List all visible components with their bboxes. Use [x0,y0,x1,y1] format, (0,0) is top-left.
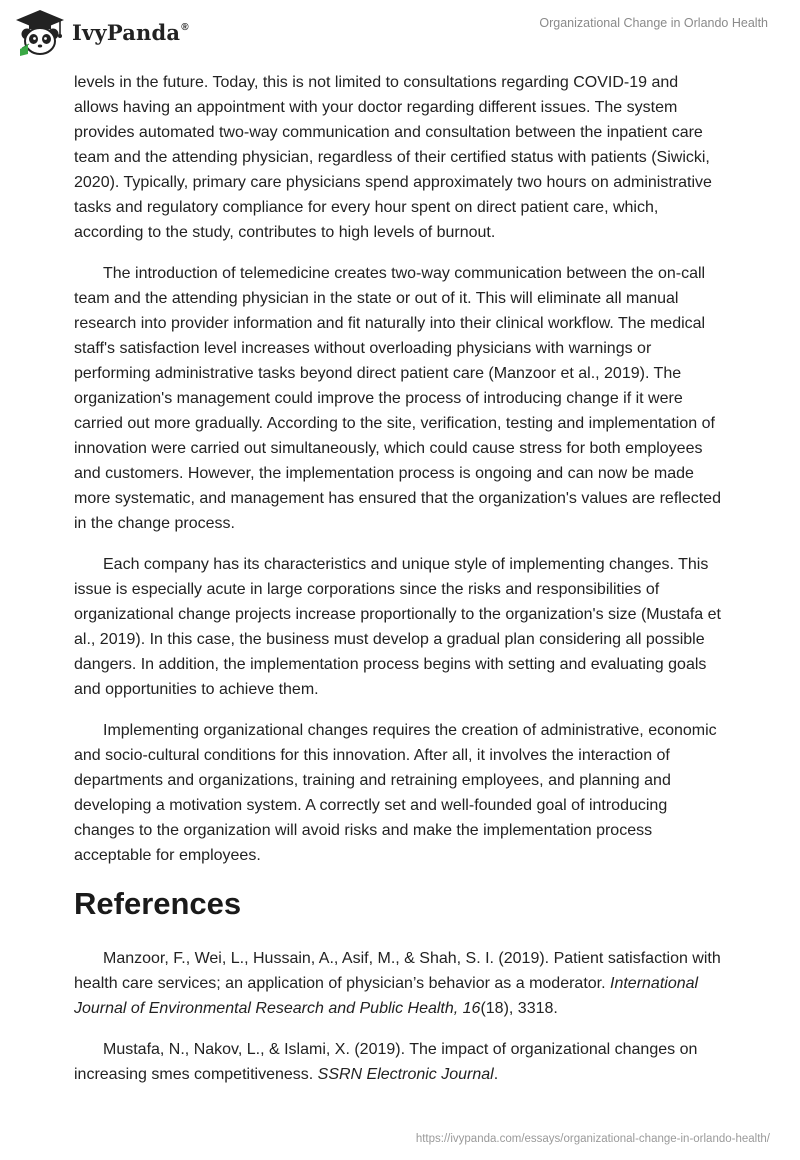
panda-graduate-icon [14,7,66,57]
reference-item: Mustafa, N., Nakov, L., & Islami, X. (2019). The impact of organizational changes on increasing smes competitiveness. SSRN Electronic Journal. [74,1041,698,1083]
reference-item: Manzoor, F., Wei, L., Hussain, A., Asif, M., & Shah, S. I. (2019). Patient satisfaction with health care services; an application of physician’s behavior as a moderator. International Journal of Environmental Research and Public Health, 16(18), 3318. [74,950,721,1017]
document-title: Organizational Change in Orlando Health [539,16,768,30]
source-url[interactable]: https://ivypanda.com/essays/organizational-change-in-orlando-health/ [415,1133,770,1145]
page-header [0,0,800,70]
logo[interactable] [14,7,189,57]
brand-name: IvyPanda® [72,19,189,45]
journal-title: International Journal of Environmental Research and Public Health, 16 [74,975,699,1017]
paragraph: Each company has its characteristics and unique style of implementing changes. This issue is especially acute in large corporations since the risks and responsibilities of organizational change projects increase proportionally to the organization's size (Mustafa et al., 2019). In this case, the business must develop a gradual plan considering all possible dangers. In addition, the implementation process begins with setting and evaluating goals and opportunities to achieve them. [74,556,721,698]
journal-title: SSRN Electronic Journal [317,1066,494,1083]
paragraph: The introduction of telemedicine creates two-way communication between the on-call team and the attending physician in the state or out of it. This will eliminate all manual research into provider information and fit naturally into their clinical workflow. The medical staff's satisfaction level increases without overloading physicians with warnings or performing administrative tasks beyond direct patient care (Manzoor et al., 2019). The organization's management could improve the process of introducing change if it were carried out more gradually. According to the site, verification, testing and implementation of innovation were carried out simultaneously, which could cause stress for both employees and customers. However, the implementation process is ongoing and can now be made more systematic, and management has ensured that the organization's values are reflected in the change process. [74,265,721,532]
paragraph: levels in the future. Today, this is not limited to consultations regarding COVID-19 and allows having an appointment with your doctor regarding different issues. The system provides automated two-way communication and consultation between the inpatient care team and the attending physician, regardless of their certified status with patients (Siwicki, 2020). Typically, primary care physicians spend approximately two hours on administrative tasks and regulatory compliance for every hour spent on direct patient care, which, according to the study, contributes to high levels of burnout. [74,74,712,241]
essay-content [74,70,726,1103]
trademark-symbol: ® [181,21,189,33]
paragraph: Implementing organizational changes requires the creation of administrative, economic and socio-cultural conditions for this innovation. After all, it involves the interaction of departments and organizations, training and retraining employees, and planning and developing a motivation system. A correctly set and well-founded goal of introducing changes to the organization will avoid risks and make the implementation process acceptable for employees. [74,722,717,864]
references-heading: References [74,886,242,921]
